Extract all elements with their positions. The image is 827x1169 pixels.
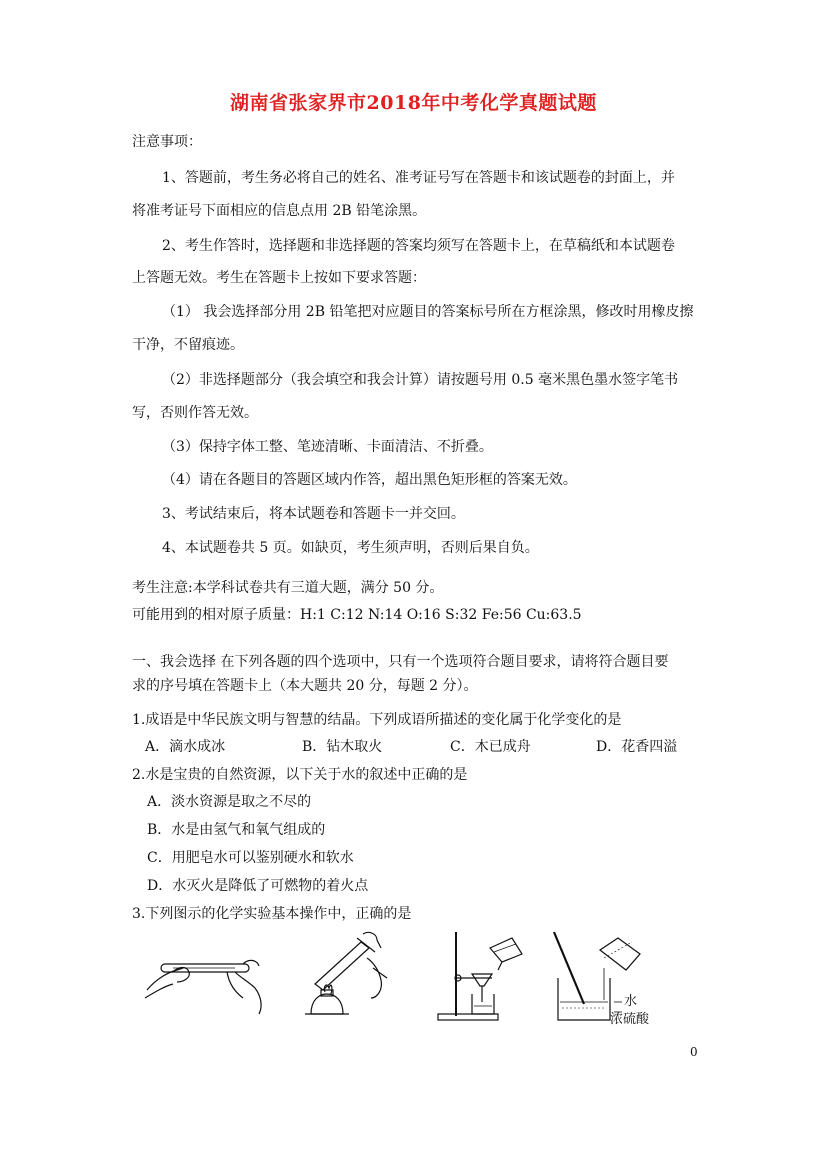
notice-sub-2-line-1: （2）非选择题部分（我会填空和我会计算）请按题号用 0.5 毫米黑色墨水签字笔书: [162, 372, 679, 388]
figure-d-dilution: [548, 928, 658, 1028]
question-3-stem: 3.下列图示的化学实验基本操作中，正确的是: [132, 906, 412, 922]
notice-sub-3: （3）保持字体工整、笔迹清晰、卡面清洁、不折叠。: [162, 439, 493, 455]
figure-a-test-tube-hands: [143, 928, 268, 1018]
figure-b-heating-lamp: [297, 928, 392, 1028]
question-2-option-d: D．水灭火是降低了可燃物的着火点: [147, 878, 369, 894]
notice-item-1-line-2: 将准考证号下面相应的信息点用 2B 铅笔涂黑。: [132, 203, 427, 219]
question-2-stem: 2.水是宝贵的自然资源，以下关于水的叙述中正确的是: [132, 767, 468, 783]
question-2-option-b: B．水是由氢气和氧气组成的: [147, 822, 326, 838]
notice-item-3: 3、考试结束后，将本试题卷和答题卡一并交回。: [162, 506, 465, 522]
notice-sub-1-line-1: （1） 我会选择部分用 2B 铅笔把对应题目的答案标号所在方框涂黑，修改时用橡皮擦: [162, 304, 694, 320]
page-number: 0: [690, 1045, 698, 1059]
notice-sub-2-line-2: 写，否则作答无效。: [132, 405, 258, 421]
question-1-stem: 1.成语是中华民族文明与智慧的结晶。下列成语所描述的变化属于化学变化的是: [132, 712, 622, 728]
section-1-line-2: 求的序号填在答题卡上（本大题共 20 分，每题 2 分）。: [132, 678, 478, 694]
notice-item-4: 4、本试题卷共 5 页。如缺页，考生须声明，否则后果自负。: [162, 540, 539, 556]
figure-d-label-acid: 浓硫酸: [610, 1012, 650, 1027]
question-2-option-c: C．用肥皂水可以鉴别硬水和软水: [147, 850, 354, 866]
section-1-line-1: 一、我会选择 在下列各题的四个选项中，只有一个选项符合题目要求，请将符合题目要: [132, 654, 669, 670]
question-1-option-b: B．钻木取火: [302, 739, 383, 755]
question-1-option-a: A．滴水成冰: [145, 739, 226, 755]
exam-note: 考生注意:本学科试卷共有三道大题，满分 50 分。: [132, 580, 444, 596]
atomic-masses: 可能用到的相对原子质量：H:1 C:12 N:14 O:16 S:32 Fe:56 Cu:63.5: [132, 607, 582, 623]
notice-heading: 注意事项：: [132, 134, 202, 150]
figure-d-label-water: 水: [624, 994, 638, 1009]
question-1-option-d: D．花香四溢: [596, 739, 678, 755]
notice-item-2-line-2: 上答题无效。考生在答题卡上按如下要求答题：: [132, 270, 426, 286]
notice-sub-1-line-2: 干净，不留痕迹。: [132, 337, 244, 353]
figure-c-filtration: [432, 928, 527, 1023]
notice-item-2-line-1: 2、考生作答时，选择题和非选择题的答案均须写在答题卡上，在草稿纸和本试题卷: [162, 238, 675, 254]
notice-sub-4: （4）请在各题目的答题区域内作答，超出黑色矩形框的答案无效。: [162, 472, 577, 488]
question-2-option-a: A．淡水资源是取之不尽的: [147, 794, 312, 810]
notice-item-1-line-1: 1、答题前，考生务必将自己的姓名、准考证号写在答题卡和该试题卷的封面上，并: [162, 170, 675, 186]
page-title: 湖南省张家界市2018年中考化学真题试题: [230, 92, 597, 114]
question-1-option-c: C．木已成舟: [450, 739, 531, 755]
